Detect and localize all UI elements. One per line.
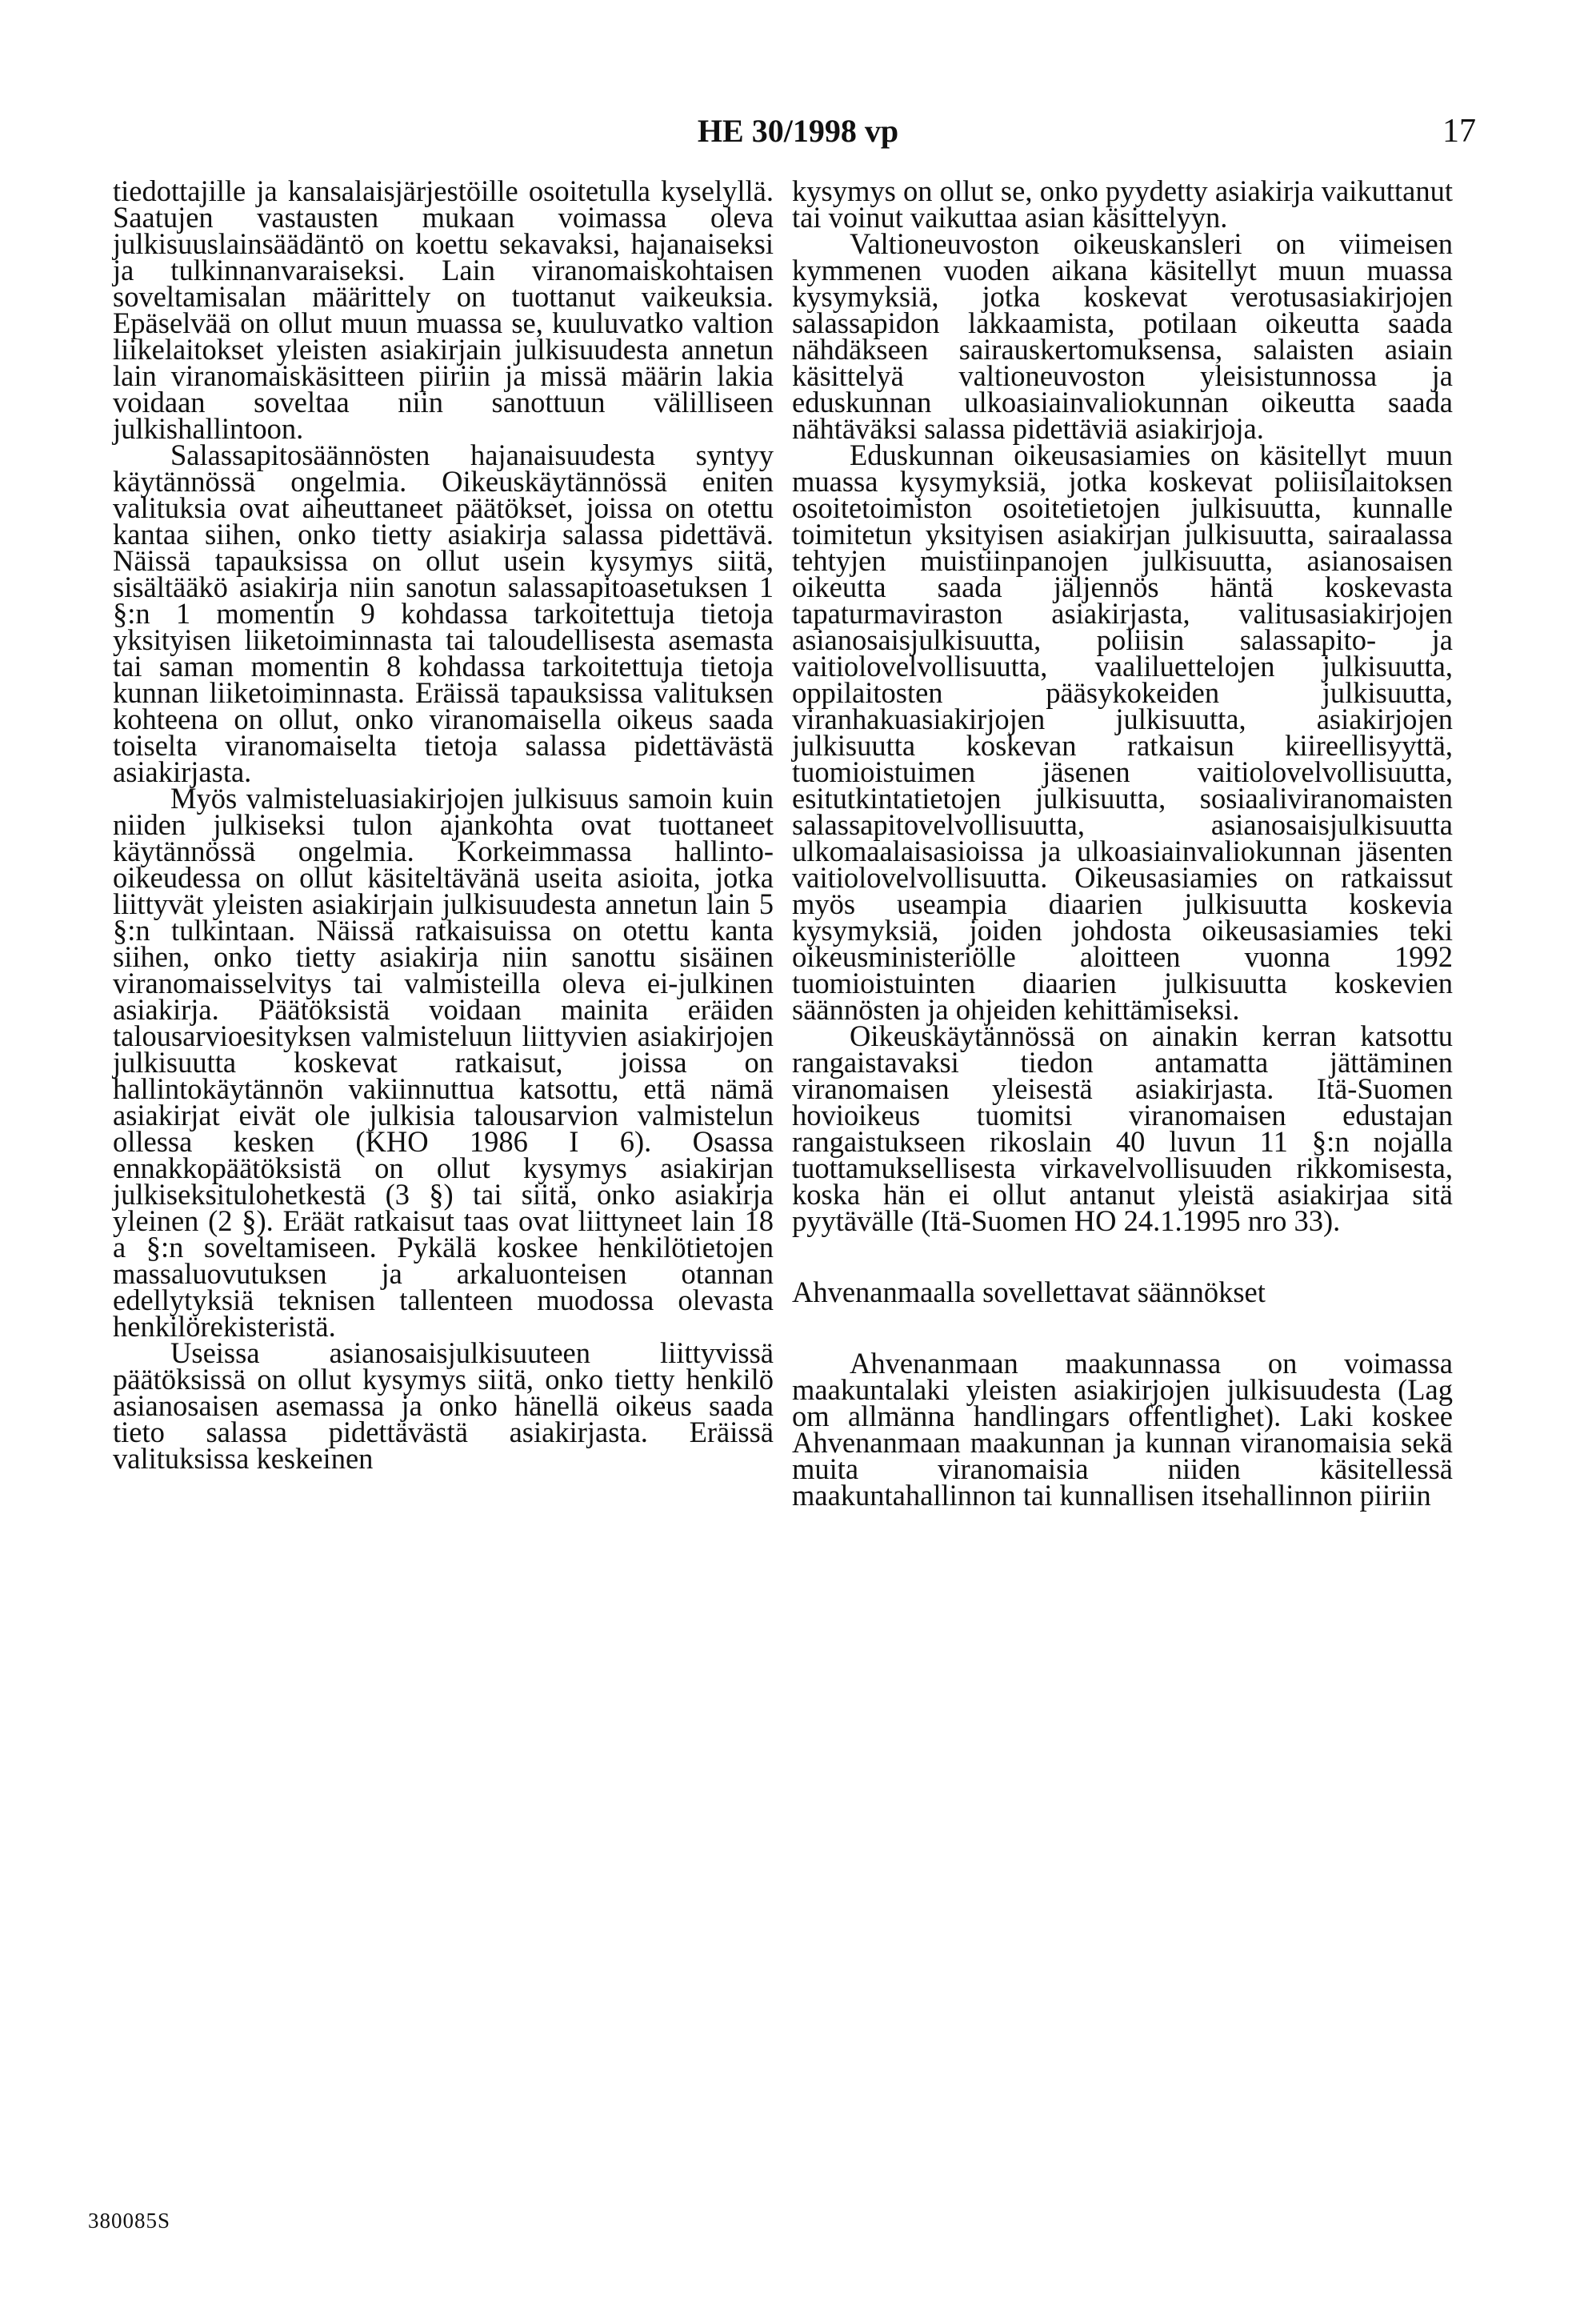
document-identifier: HE 30/1998 vp <box>697 113 899 149</box>
paragraph: Useissa asianosaisjulkisuuteen liittyvissä päätöksissä on ollut kysymys siitä, onko tietty henkilö asianosaisen asemassa ja onko hänellä oikeus saada tieto salassa pidettävästä asiakirjasta. Eräissä valituksissa keskeinen <box>113 1336 774 1475</box>
left-column <box>113 174 774 1475</box>
page-number: 17 <box>1442 113 1476 150</box>
section-heading: Ahvenanmaalla sovellettavat säännökset <box>792 1276 1266 1308</box>
paragraph: Ahvenanmaan maakunnassa on voimassa maakuntalaki yleisten asiakirjojen julkisuudesta (Lag om allmänna handlingars offentlighet). Laki koskee Ahvenanmaan maakunnan ja kunnan viranomaisia sekä muita viranomaisia niiden käsitellessä maakuntahallinnon tai kunnallisen itsehallinnon piiriin <box>792 1347 1453 1512</box>
paragraph: Eduskunnan oikeusasiamies on käsitellyt muun muassa kysymyksiä, jotka koskevat poliisilaitoksen osoitetoimiston osoitetietojen julkisuutta, kunnalle toimitetun yksityisen asiakirjan julkisuutta, sairaalassa tehtyjen muistiinpanojen julkisuutta, asianosaisen oikeutta saada jäljennös häntä koskevasta tapaturmaviraston asiakirjasta, valitusasiakirjojen asianosaisjulkisuutta, poliisin salassapito- ja vaitiolovelvollisuutta, vaaliluettelojen julkisuutta, oppilaitosten pääsykokeiden julkisuutta, viranhakuasiakirjojen julkisuutta, asiakirjojen julkisuutta koskevan ratkaisun kiireellisyyttä, tuomioistuimen jäsenen vaitiolovelvollisuutta, esitutkintatietojen julkisuutta, sosiaaliviranomaisten salassapitovelvollisuutta, asianosaisjulkisuutta ulkomaalaisasioissa ja ulkoasiainvaliokunnan jäsenten vaitiolovelvollisuutta. Oikeusasiamies on ratkaissut myös useampia diaarien julkisuutta koskevia kysymyksiä, joiden johdosta oikeusasiamies teki oikeusministeriölle aloitteen vuonna 1992 tuomioistuinten diaarien julkisuutta koskevien säännösten ja ohjeiden kehittämiseksi. <box>792 439 1453 1026</box>
paragraph: Oikeuskäytännössä on ainakin kerran katsottu rangaistavaksi tiedon antamatta jättäminen viranomaisen yleisestä asiakirjasta. Itä-Suomen hovioikeus tuomitsi viranomaisen edustajan rangaistukseen rikoslain 40 luvun 11 §:n nojalla tuottamuksellisesta virkavelvollisuuden rikkomisesta, koska hän ei ollut antanut yleistä asiakirjaa sitä pyytävälle (Itä-Suomen HO 24.1.1995 nro 33). <box>792 1019 1453 1237</box>
paragraph: Myös valmisteluasiakirjojen julkisuus samoin kuin niiden julkiseksi tulon ajankohta ovat tuottaneet käytännössä ongelmia. Korkeimmassa hallinto-oikeudessa on ollut käsiteltävänä useita asioita, jotka liittyvät yleisten asiakirjain julkisuudesta annetun lain 5 §:n tulkintaan. Näissä ratkaisuissa on otettu kanta siihen, onko tietty asiakirja niin sanottu sisäinen viranomaisselvitys tai valmisteilla oleva ei-julkinen asiakirja. Päätöksistä voidaan mainita eräiden talousarvioesityksen valmisteluun liittyvien asiakirjojen julkisuutta koskevat ratkaisut, joissa on hallintokäytännön vakiinnuttua katsottu, että nämä asiakirjat eivät ole julkisia talousarvion valmistelun ollessa kesken (KHO 1986 I 6). Osassa ennakkopäätöksistä on ollut kysymys asiakirjan julkiseksitulohetkestä (3 §) tai siitä, onko asiakirja yleinen (2 §). Eräät ratkaisut taas ovat liittyneet lain 18 a §:n soveltamiseen. Pykälä koskee henkilötietojen massaluovutuksen ja arkaluonteisen otannan edellytyksiä teknisen tallenteen muodossa olevasta henkilörekisteristä. <box>113 782 774 1343</box>
page-header <box>0 112 1596 160</box>
paragraph: tiedottajille ja kansalaisjärjestöille osoitetulla kyselyllä. Saatujen vastausten mukaan voimassa oleva julkisuuslainsäädäntö on koettu sekavaksi, hajanaiseksi ja tulkinnanvaraiseksi. Lain viranomaiskohtaisen soveltamisalan määrittely on tuottanut vaikeuksia. Epäselvää on ollut muun muassa se, kuuluvatko valtion liikelaitokset yleisten asiakirjain julkisuudesta annetun lain viranomaiskäsitteen piiriin ja missä määrin lakia voidaan soveltaa niin sanottuun välilliseen julkishallintoon. <box>113 174 774 445</box>
paragraph: kysymys on ollut se, onko pyydetty asiakirja vaikuttanut tai voinut vaikuttaa asian käsittelyyn. <box>792 174 1453 234</box>
paragraph: Salassapitosäännösten hajanaisuudesta syntyy käytännössä ongelmia. Oikeuskäytännössä eniten valituksia ovat aiheuttaneet päätökset, joissa on otettu kantaa siihen, onko tietty asiakirja salassa pidettävä. Näissä tapauksissa on ollut usein kysymys siitä, sisältääkö asiakirja niin sanotun salassapitoasetuksen 1 §:n 1 momentin 9 kohdassa tarkoitettuja tietoja yksityisen liiketoiminnasta tai taloudellisesta asemasta tai saman momentin 8 kohdassa tarkoitettuja tietoja kunnan liiketoiminnasta. Eräissä tapauksissa valituksen kohteena on ollut, onko viranomaisella oikeus saada toiselta viranomaiselta tietoja salassa pidettävästä asiakirjasta. <box>113 439 774 788</box>
paragraph: Valtioneuvoston oikeuskansleri on viimeisen kymmenen vuoden aikana käsitellyt muun muassa kysymyksiä, jotka koskevat verotusasiakirjojen salassapidon lakkaamista, potilaan oikeutta saada nähdäkseen sairauskertomuksensa, salaisten asiain käsittelyä valtioneuvoston yleisistunnossa ja eduskunnan ulkoasiainvaliokunnan oikeutta saada nähtäväksi salassa pidettäviä asiakirjoja. <box>792 227 1453 445</box>
footer-code: 380085S <box>88 2209 171 2233</box>
right-column <box>792 174 1453 1512</box>
